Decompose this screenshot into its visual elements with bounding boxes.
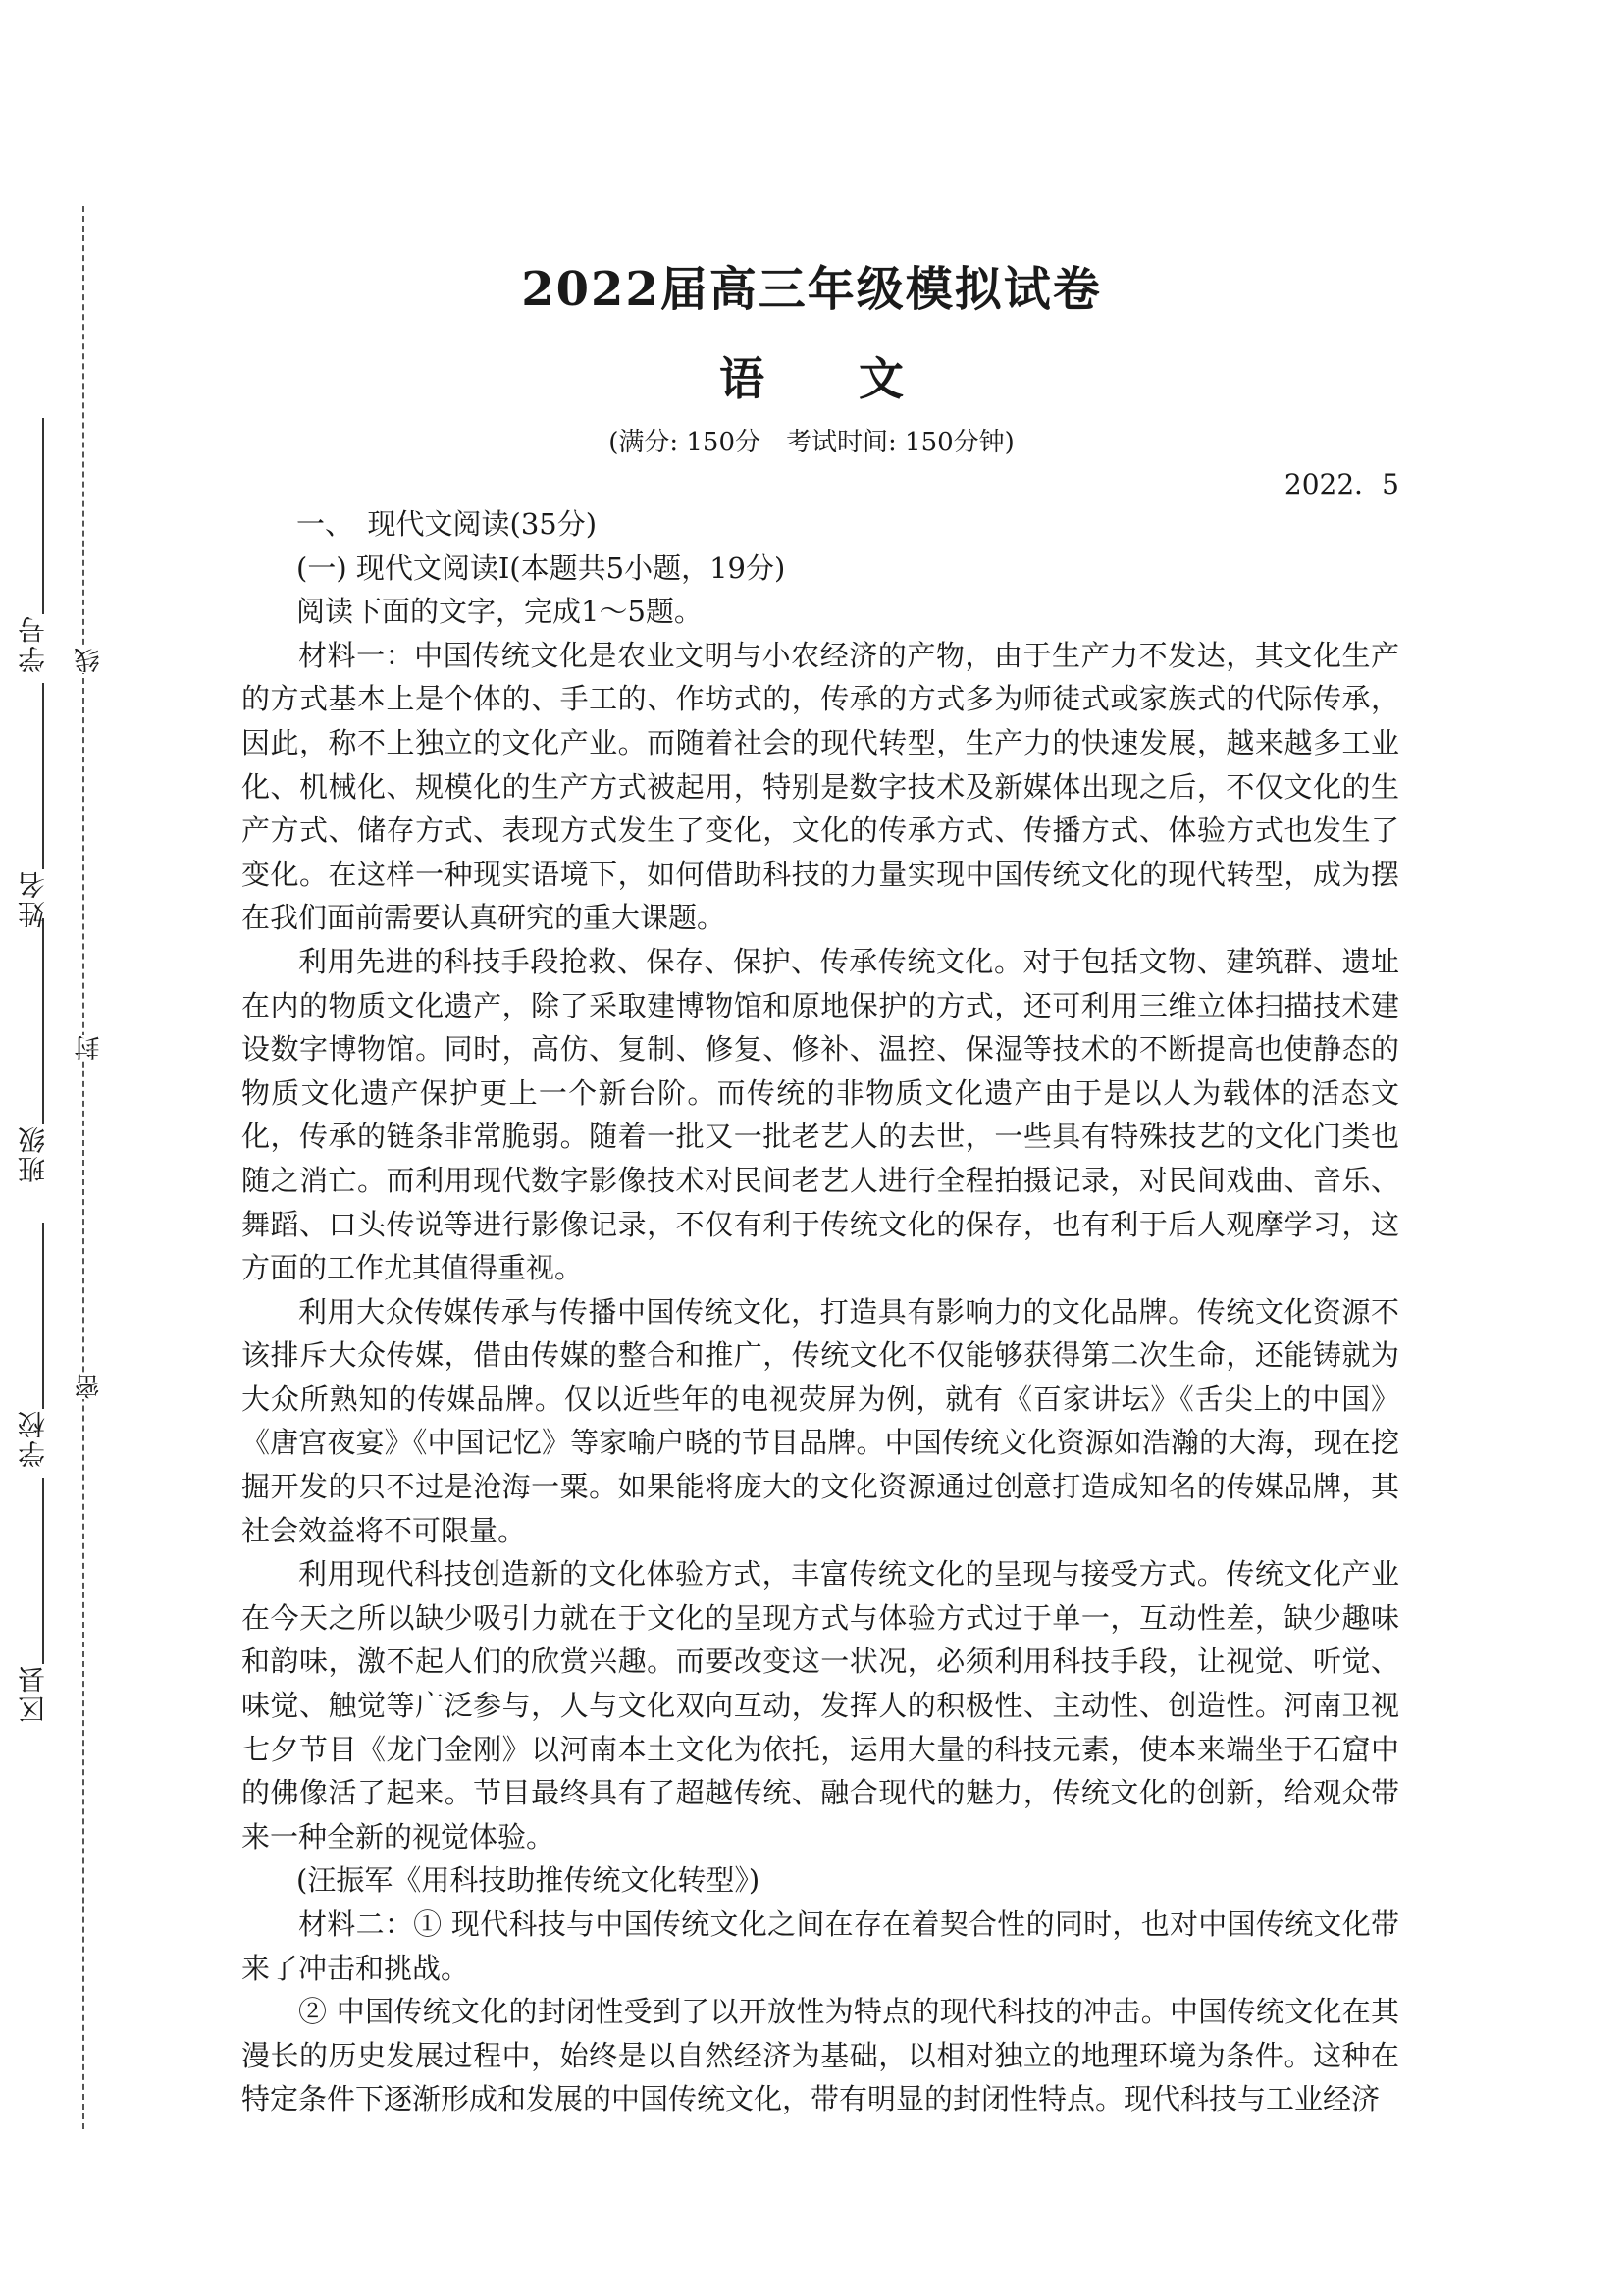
- field-name-label: 姓名: [17, 869, 49, 928]
- field-name: [14, 677, 53, 928]
- field-class-label: 班级: [17, 1124, 49, 1183]
- material2-paragraph-2: ② 中国传统文化的封闭性受到了以开放性为特点的现代科技的冲击。中国传统文化在其漫长的历史发展过程中，始终是以自然经济为基础，以相对独立的地理环境为条件。这种在特定条件下逐渐形成和发展的中国传统文化，带有明显的封闭性特点。现代科技与工业经济: [241, 1995, 1399, 2116]
- field-district: [14, 1472, 53, 1723]
- field-class-line: [42, 918, 44, 1124]
- seal-dashed-line: [82, 206, 84, 2129]
- exam-date: 2022．5: [1283, 468, 1399, 500]
- material1-paragraph-1: 材料一：中国传统文化是农业文明与小农经济的产物，由于生产力不发达，其文化生产的方式基本上是个体的、手工的、作坊式的，传承的方式多为师徒式或家族式的代际传承，因此，称不上独立的文化产业。而随着社会的现代转型，生产力的快速发展，越来越多工业化、机械化、规模化的生产方式被起用，特别是数字技术及新媒体出现之后，不仅文化的生产方式、储存方式、表现方式发生了变化，文化的传承方式、传播方式、体验方式也发生了变化。在这样一种现实语境下，如何借助科技的力量实现中国传统文化的现代转型，成为摆在我们面前需要认真研究的重大课题。: [241, 638, 1399, 935]
- seal-mark-mi: 密: [71, 1374, 96, 1399]
- material1-paragraph-4: 利用现代科技创造新的文化体验方式，丰富传统文化的呈现与接受方式。传统文化产业在今天之所以缺少吸引力就在于文化的呈现方式与体验方式过于单一，互动性差，缺少趣味和韵味，激不起人们的欣赏兴趣。而要改变这一状况，必须利用科技手段，让视觉、听觉、味觉、触觉等广泛参与，人与文化双向互动，发挥人的积极性、主动性、创造性。河南卫视七夕节目《龙门金刚》以河南本土文化为依托，运用大量的科技元素，使本来端坐于石窟中的佛像活了起来。节目最终具有了超越传统、融合现代的魅力，传统文化的创新，给观众带来一种全新的视觉体验。: [241, 1557, 1399, 1853]
- material1-citation: (汪振军《用科技助推传统文化转型》): [296, 1863, 760, 1898]
- field-name-line: [42, 683, 44, 869]
- field-district-line: [42, 1478, 44, 1664]
- field-school-line: [42, 1223, 44, 1409]
- field-district-label: 区县: [17, 1664, 49, 1723]
- material1-paragraph-3: 利用大众传媒传承与传播中国传统文化，打造具有影响力的文化品牌。传统文化资源不该排斥大众传媒，借由传媒的整合和推广，传统文化不仅能够获得第二次生命，还能铸就为大众所熟知的传媒品牌。仅以近些年的电视荧屏为例，就有《百家讲坛》《舌尖上的中国》《唐宫夜宴》《中国记忆》等家喻户晓的节目品牌。中国传统文化资源如浩瀚的大海，现在挖掘开发的只不过是沧海一粟。如果能将庞大的文化资源通过创意打造成知名的传媒品牌，其社会效益将不可限量。: [241, 1294, 1399, 1547]
- exam-meta: (满分: 150分 考试时间: 150分钟): [608, 428, 1015, 457]
- field-school-label: 学校: [17, 1409, 49, 1468]
- section-instruction: 阅读下面的文字，完成1～5题。: [296, 595, 703, 629]
- field-school: [14, 1217, 53, 1468]
- field-class: [14, 913, 53, 1183]
- seal-mark-xian: 线: [71, 648, 96, 673]
- section-heading: 一、 现代文阅读(35分): [296, 507, 598, 541]
- field-student-id-label: 学号: [17, 614, 49, 673]
- material2-paragraph-1: 材料二：① 现代科技与中国传统文化之间在存在着契合性的同时，也对中国传统文化带来了冲击和挑战。: [241, 1907, 1399, 1985]
- exam-title: 2022届高三年级模拟试卷: [521, 262, 1102, 317]
- seal-mark-feng: 封: [71, 1035, 96, 1061]
- exam-subject: 语文: [719, 352, 998, 405]
- section-subheading: (一) 现代文阅读Ⅰ(本题共5小题，19分): [296, 550, 786, 585]
- material1-paragraph-2: 利用先进的科技手段抢救、保存、保护、传承传统文化。对于包括文物、建筑群、遗址在内的物质文化遗产，除了采取建博物馆和原地保护的方式，还可利用三维立体扫描技术建设数字博物馆。同时，高仿、复制、修复、修补、温控、保湿等技术的不断提高也使静态的物质文化遗产保护更上一个新台阶。而传统的非物质文化遗产由于是以人为载体的活态文化，传承的链条非常脆弱。随着一批又一批老艺人的去世，一些具有特殊技艺的文化门类也随之消亡。而利用现代数字影像技术对民间老艺人进行全程拍摄记录，对民间戏曲、音乐、舞蹈、口头传说等进行影像记录，不仅有利于传统文化的保存，也有利于后人观摩学习，这方面的工作尤其值得重视。: [241, 944, 1399, 1285]
- reading-section: [241, 502, 1399, 2121]
